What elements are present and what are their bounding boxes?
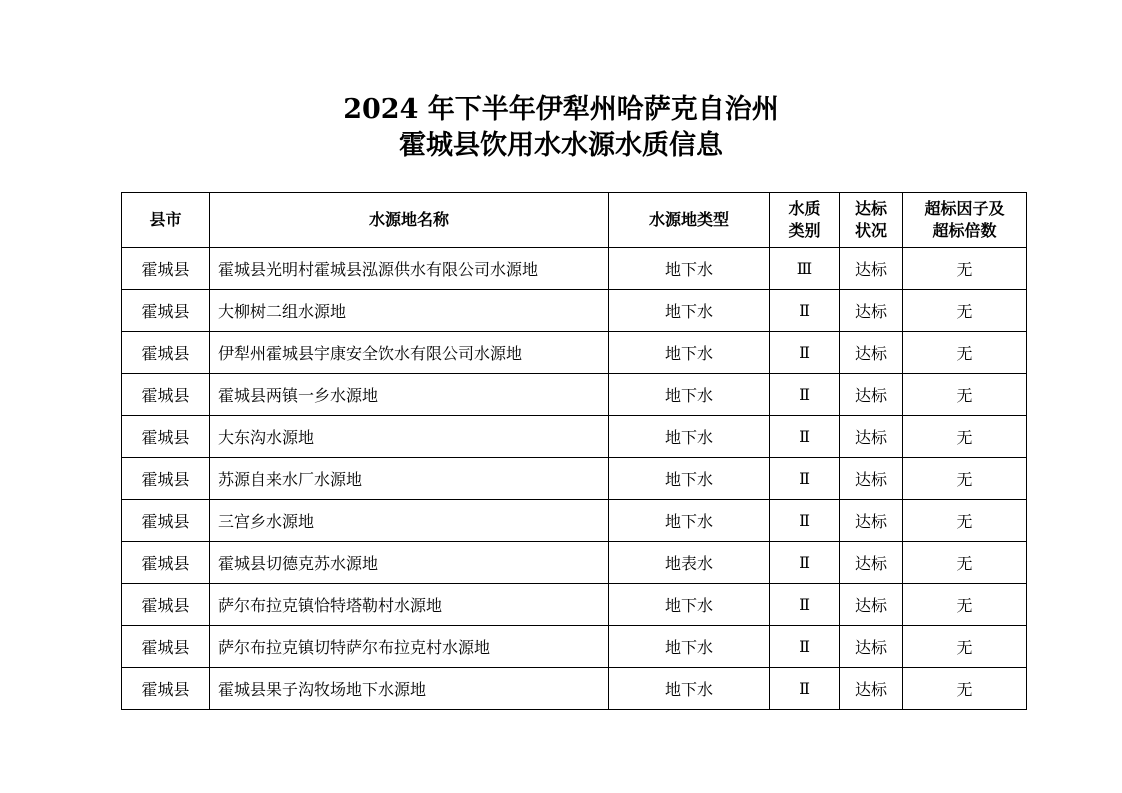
cell-quality-class: Ⅱ [770, 668, 840, 710]
table-header-row [122, 193, 1027, 248]
cell-county: 霍城县 [122, 626, 210, 668]
cell-source-type: 地下水 [609, 248, 770, 290]
cell-county: 霍城县 [122, 500, 210, 542]
cell-source-type: 地下水 [609, 668, 770, 710]
cell-source-name: 萨尔布拉克镇恰特塔勒村水源地 [210, 584, 609, 626]
cell-quality-class: Ⅲ [770, 248, 840, 290]
cell-quality-class: Ⅱ [770, 416, 840, 458]
cell-source-type: 地表水 [609, 542, 770, 584]
cell-status: 达标 [840, 542, 903, 584]
cell-exceed-factors: 无 [903, 668, 1027, 710]
table-row [122, 458, 1027, 500]
cell-source-type: 地下水 [609, 290, 770, 332]
title-line-1: 2024 年下半年伊犁州哈萨克自治州 [343, 94, 779, 125]
water-quality-table [121, 192, 1027, 710]
cell-exceed-factors: 无 [903, 290, 1027, 332]
cell-source-name: 苏源自来水厂水源地 [210, 458, 609, 500]
cell-county: 霍城县 [122, 458, 210, 500]
cell-exceed-factors: 无 [903, 584, 1027, 626]
cell-status: 达标 [840, 332, 903, 374]
table-row [122, 290, 1027, 332]
cell-quality-class: Ⅱ [770, 542, 840, 584]
cell-exceed-factors: 无 [903, 416, 1027, 458]
title-line-2: 霍城县饮用水水源水质信息 [399, 130, 723, 161]
table-row [122, 374, 1027, 416]
cell-source-type: 地下水 [609, 500, 770, 542]
cell-county: 霍城县 [122, 290, 210, 332]
cell-status: 达标 [840, 626, 903, 668]
cell-exceed-factors: 无 [903, 542, 1027, 584]
cell-source-name: 霍城县切德克苏水源地 [210, 542, 609, 584]
cell-source-name: 大柳树二组水源地 [210, 290, 609, 332]
cell-county: 霍城县 [122, 416, 210, 458]
table-row [122, 248, 1027, 290]
table-row [122, 332, 1027, 374]
header-county: 县市 [122, 193, 210, 248]
cell-status: 达标 [840, 416, 903, 458]
cell-source-type: 地下水 [609, 626, 770, 668]
cell-quality-class: Ⅱ [770, 458, 840, 500]
cell-status: 达标 [840, 248, 903, 290]
cell-quality-class: Ⅱ [770, 290, 840, 332]
cell-county: 霍城县 [122, 668, 210, 710]
cell-quality-class: Ⅱ [770, 374, 840, 416]
cell-source-type: 地下水 [609, 332, 770, 374]
cell-county: 霍城县 [122, 374, 210, 416]
cell-status: 达标 [840, 584, 903, 626]
cell-status: 达标 [840, 290, 903, 332]
cell-source-name: 霍城县两镇一乡水源地 [210, 374, 609, 416]
header-source-name: 水源地名称 [210, 193, 609, 248]
cell-source-type: 地下水 [609, 458, 770, 500]
header-source-type: 水源地类型 [609, 193, 770, 248]
cell-exceed-factors: 无 [903, 248, 1027, 290]
cell-exceed-factors: 无 [903, 626, 1027, 668]
cell-exceed-factors: 无 [903, 458, 1027, 500]
cell-exceed-factors: 无 [903, 374, 1027, 416]
table-row [122, 584, 1027, 626]
cell-exceed-factors: 无 [903, 500, 1027, 542]
table-row [122, 542, 1027, 584]
cell-source-name: 大东沟水源地 [210, 416, 609, 458]
cell-status: 达标 [840, 668, 903, 710]
cell-source-name: 霍城县光明村霍城县泓源供水有限公司水源地 [210, 248, 609, 290]
header-quality-class: 水质 类别 [770, 193, 840, 248]
table-row [122, 626, 1027, 668]
cell-status: 达标 [840, 374, 903, 416]
cell-quality-class: Ⅱ [770, 584, 840, 626]
cell-quality-class: Ⅱ [770, 500, 840, 542]
cell-quality-class: Ⅱ [770, 332, 840, 374]
header-exceed-factors: 超标因子及 超标倍数 [903, 193, 1027, 248]
header-status: 达标 状况 [840, 193, 903, 248]
cell-source-name: 三宫乡水源地 [210, 500, 609, 542]
cell-county: 霍城县 [122, 248, 210, 290]
table-row [122, 668, 1027, 710]
cell-source-name: 萨尔布拉克镇切特萨尔布拉克村水源地 [210, 626, 609, 668]
cell-source-type: 地下水 [609, 416, 770, 458]
cell-status: 达标 [840, 500, 903, 542]
cell-status: 达标 [840, 458, 903, 500]
cell-county: 霍城县 [122, 332, 210, 374]
table-row [122, 416, 1027, 458]
cell-county: 霍城县 [122, 542, 210, 584]
cell-source-name: 伊犁州霍城县宇康安全饮水有限公司水源地 [210, 332, 609, 374]
cell-county: 霍城县 [122, 584, 210, 626]
cell-exceed-factors: 无 [903, 332, 1027, 374]
table-row [122, 500, 1027, 542]
cell-source-type: 地下水 [609, 374, 770, 416]
cell-source-name: 霍城县果子沟牧场地下水源地 [210, 668, 609, 710]
cell-quality-class: Ⅱ [770, 626, 840, 668]
cell-source-type: 地下水 [609, 584, 770, 626]
document-title [0, 92, 1122, 164]
